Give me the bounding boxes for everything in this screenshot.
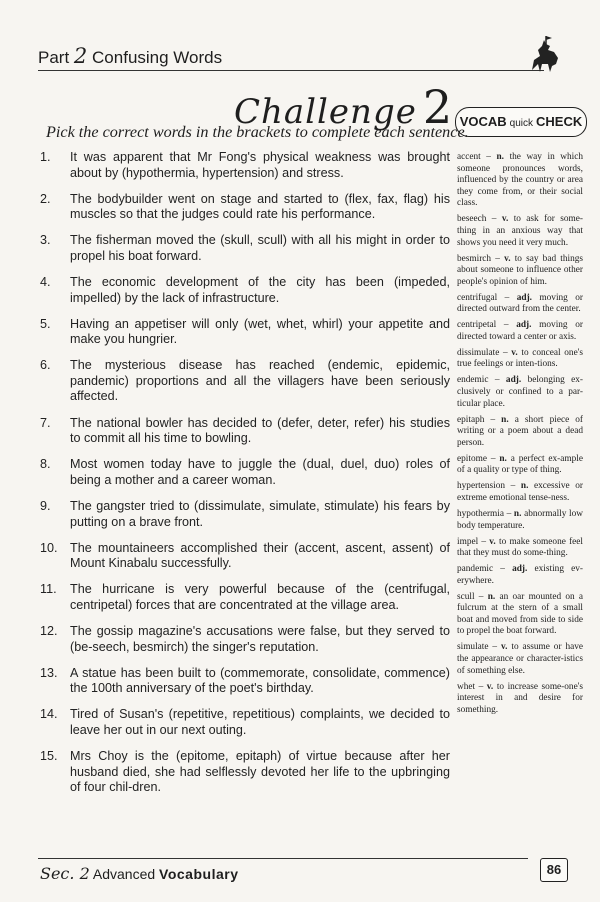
footer-book-title: [40, 864, 238, 883]
question-text: The gangster tried to (dissimulate, simulate, stimulate) his fears by putting on a brave front.: [70, 499, 450, 529]
question-number: 7.: [40, 415, 51, 430]
badge-vocab: VOCAB: [459, 114, 507, 129]
question-text: The gossip magazine's accusations were false, but they served to (be-seech, besmirch) the singer's reputation.: [70, 624, 450, 654]
footer-sec: Sec. 2: [40, 864, 90, 883]
vocab-pos: adj.: [516, 320, 532, 331]
part-number: 2: [73, 44, 88, 68]
badge-quick: quick: [509, 118, 534, 129]
vocab-entry: simulate – v. to assume or have the appearance or character-istics of something else.: [457, 642, 584, 676]
question-number: 11.: [40, 582, 57, 597]
question-number: 15.: [40, 749, 58, 764]
footer-divider: [38, 858, 528, 859]
instruction-text: Pick the correct words in the brackets to complete each sentence.: [46, 123, 469, 141]
question-text: The mountaineers accomplished their (accent, ascent, assent) of Mount Kinabalu successfully.: [70, 540, 450, 571]
vocab-entry: pandemic – adj. existing ev-erywhere.: [457, 564, 584, 586]
part-word: Part: [38, 48, 70, 67]
question-item: [40, 150, 450, 181]
question-item: [40, 582, 450, 613]
question-item: [40, 666, 450, 697]
question-number: 4.: [40, 275, 51, 290]
vocab-definition: to conceal one's true feelings or inten-tions.: [457, 347, 583, 370]
footer-advanced: Advanced: [92, 866, 156, 882]
question-number: 8.: [40, 457, 51, 472]
vocab-pos: v.: [489, 536, 496, 547]
vocab-word: centripetal: [457, 320, 497, 331]
vocab-definition: to assume or have the appearance or character-istics of something else.: [457, 642, 584, 676]
question-number: 13.: [40, 665, 58, 680]
header-part-label: [38, 44, 222, 68]
vocab-definition: moving or directed outward from the center.: [457, 292, 583, 315]
vocab-definition: moving or directed toward a center or axis.: [457, 320, 584, 342]
question-text: The hurricane is very powerful because of the (centrifugal, centripetal) forces that are concentrated at the village area.: [70, 582, 450, 612]
vocab-word: hypothermia: [457, 508, 504, 519]
vocab-list: [457, 152, 583, 721]
question-text: Tired of Susan's (repetitive, repetitious) complaints, we decided to leave her out in our next outing.: [70, 707, 450, 737]
vocab-definition: a short piece of writing or a poem about a dead person.: [457, 414, 584, 448]
vocab-word: centrifugal: [457, 292, 498, 303]
vocab-word: hypertension: [457, 481, 506, 492]
vocab-entry: centripetal – adj. moving or directed toward a center or axis.: [457, 320, 584, 342]
question-text: The fisherman moved the (skull, scull) with all his might in order to propel his boat forward.: [70, 233, 450, 263]
vocab-definition: a perfect ex-ample of a quality or type of thing.: [457, 453, 583, 476]
vocab-word: epitaph: [457, 414, 485, 425]
vocab-entry: beseech – v. to ask for some-thing in an anxious way that shows you need it very much.: [457, 214, 584, 248]
knight-on-horse-icon: [528, 34, 564, 74]
challenge-number: 2: [422, 80, 454, 134]
question-item: [40, 192, 450, 223]
footer-vocabulary: Vocabulary: [159, 866, 239, 882]
question-text: Most women today have to juggle the (dual, duel, duo) roles of being a mother and a career woman.: [70, 457, 450, 487]
vocab-pos: v.: [486, 681, 494, 692]
question-item: [40, 624, 450, 655]
vocab-definition: to say bad things about someone to influence other people's opinion of him.: [457, 253, 584, 287]
question-number: 3.: [40, 233, 51, 248]
question-item: [40, 499, 450, 530]
vocab-definition: excessive or extreme emotional tense-ness.: [457, 481, 583, 503]
header-divider: [38, 70, 544, 71]
vocab-definition: to make someone feel that they must do some-thing.: [457, 536, 583, 559]
vocab-word: accent: [457, 152, 481, 162]
vocab-pos: v.: [501, 214, 509, 225]
question-number: 1.: [40, 150, 51, 164]
question-list: [40, 150, 450, 806]
vocab-word: dissimulate: [457, 347, 500, 358]
vocab-word: beseech: [457, 214, 487, 225]
vocab-word: simulate: [457, 642, 489, 653]
vocab-entry: besmirch – v. to say bad things about someone to influence other people's opinion of him.: [457, 253, 584, 287]
question-item: [40, 457, 450, 488]
vocab-word: besmirch: [457, 253, 492, 264]
question-number: 9.: [40, 499, 51, 513]
question-text: Mrs Choy is the (epitome, epitaph) of virtue because after her husband died, she had selflessly devoted her life to the upbringing of four chil-dren.: [70, 749, 450, 795]
question-text: The bodybuilder went on stage and started to (flex, fax, flag) his muscles so that the judges could rate his performance.: [70, 191, 450, 222]
challenge-word: Challenge: [234, 92, 417, 132]
question-item: [40, 358, 450, 405]
question-item: [40, 275, 450, 306]
vocab-definition: existing ev-erywhere.: [457, 564, 584, 586]
question-text: A statue has been built to (commemorate, consolidate, commence) the 100th anniversary of the poet's birthday.: [70, 665, 450, 696]
question-item: [40, 317, 450, 348]
vocab-word: epitome: [457, 453, 487, 464]
vocab-word: pandemic: [457, 564, 494, 575]
vocab-entry: dissimulate – v. to conceal one's true feelings or inten-tions.: [457, 347, 583, 370]
vocab-entry: whet – v. to increase some-one's interest in and desire for something.: [457, 681, 583, 715]
vocab-pos: n.: [496, 152, 504, 162]
vocab-definition: abnormally low body temperature.: [457, 508, 583, 531]
vocab-pos: n.: [501, 414, 509, 425]
vocab-definition: to increase some-one's interest in and desire for something.: [457, 681, 583, 715]
question-item: [40, 749, 450, 796]
vocab-word: scull: [457, 591, 475, 602]
question-text: The mysterious disease has reached (endemic, epidemic, pandemic) proportions and all the villagers have been seriously affected.: [70, 358, 450, 404]
vocab-definition: to ask for some-thing in an anxious way that shows you need it very much.: [457, 214, 584, 248]
badge-check: CHECK: [536, 114, 583, 129]
vocab-entry: epitome – n. a perfect ex-ample of a quality or type of thing.: [457, 453, 583, 476]
question-number: 14.: [40, 707, 58, 722]
question-number: 6.: [40, 358, 51, 373]
vocab-definition: the way in which someone pronounces words, influenced by the country or area they come from, or their social class.: [457, 152, 584, 209]
vocab-entry: scull – n. an oar mounted on a fulcrum at the stern of a small boat and moved from side to side to propel the boat forward.: [457, 591, 584, 637]
vocab-pos: v.: [511, 347, 518, 358]
question-item: [40, 233, 450, 264]
vocab-entry: centrifugal – adj. moving or directed outward from the center.: [457, 292, 583, 315]
vocab-entry: hypothermia – n. abnormally low body temperature.: [457, 508, 583, 531]
question-number: 10.: [40, 540, 58, 555]
vocab-entry: hypertension – n. excessive or extreme emotional tense-ness.: [457, 481, 583, 503]
question-item: [40, 541, 450, 572]
vocab-pos: n.: [499, 453, 507, 464]
vocab-definition: belonging ex-clusively or confined to a par-ticular place.: [457, 375, 583, 409]
vocab-word: impel: [457, 536, 479, 547]
vocab-entry: endemic – adj. belonging ex-clusively or confined to a par-ticular place.: [457, 375, 583, 409]
section-title: Confusing Words: [92, 48, 223, 67]
question-text: The national bowler has decided to (defer, deter, refer) his studies to commit all his time to bowling.: [70, 415, 450, 446]
question-number: 2.: [40, 191, 51, 206]
question-item: [40, 416, 450, 447]
vocab-pos: n.: [513, 508, 522, 519]
vocab-pos: adj.: [505, 375, 522, 386]
vocab-pos: adj.: [516, 292, 532, 303]
vocab-word: whet: [457, 681, 476, 692]
vocab-entry: impel – v. to make someone feel that they must do some-thing.: [457, 536, 583, 559]
vocab-pos: adj.: [512, 564, 528, 575]
question-number: 5.: [40, 316, 51, 331]
vocab-word: endemic: [457, 375, 489, 386]
vocab-entry: epitaph – n. a short piece of writing or a poem about a dead person.: [457, 414, 584, 448]
page-number: 86: [540, 858, 568, 882]
vocab-pos: v.: [500, 642, 508, 653]
question-text: Having an appetiser will only (wet, whet, whirl) your appetite and make you hungrier.: [70, 316, 450, 347]
question-number: 12.: [40, 624, 58, 639]
question-text: The economic development of the city has been (impeded, impelled) by the lack of infrastructure.: [70, 275, 450, 305]
vocab-entry: accent – n. the way in which someone pronounces words, influenced by the country or area they come from, or their social class.: [457, 152, 584, 209]
question-item: [40, 707, 450, 738]
vocab-definition: an oar mounted on a fulcrum at the stern of a small boat and moved from side to side to propel the boat forward.: [457, 591, 584, 637]
question-text: It was apparent that Mr Fong's physical weakness was brought about by (hypothermia, hypertension) and stress.: [70, 150, 450, 180]
vocab-pos: n.: [487, 591, 496, 602]
vocab-quick-check-badge: [455, 107, 587, 137]
vocab-pos: n.: [520, 481, 529, 492]
vocab-pos: v.: [504, 253, 511, 264]
